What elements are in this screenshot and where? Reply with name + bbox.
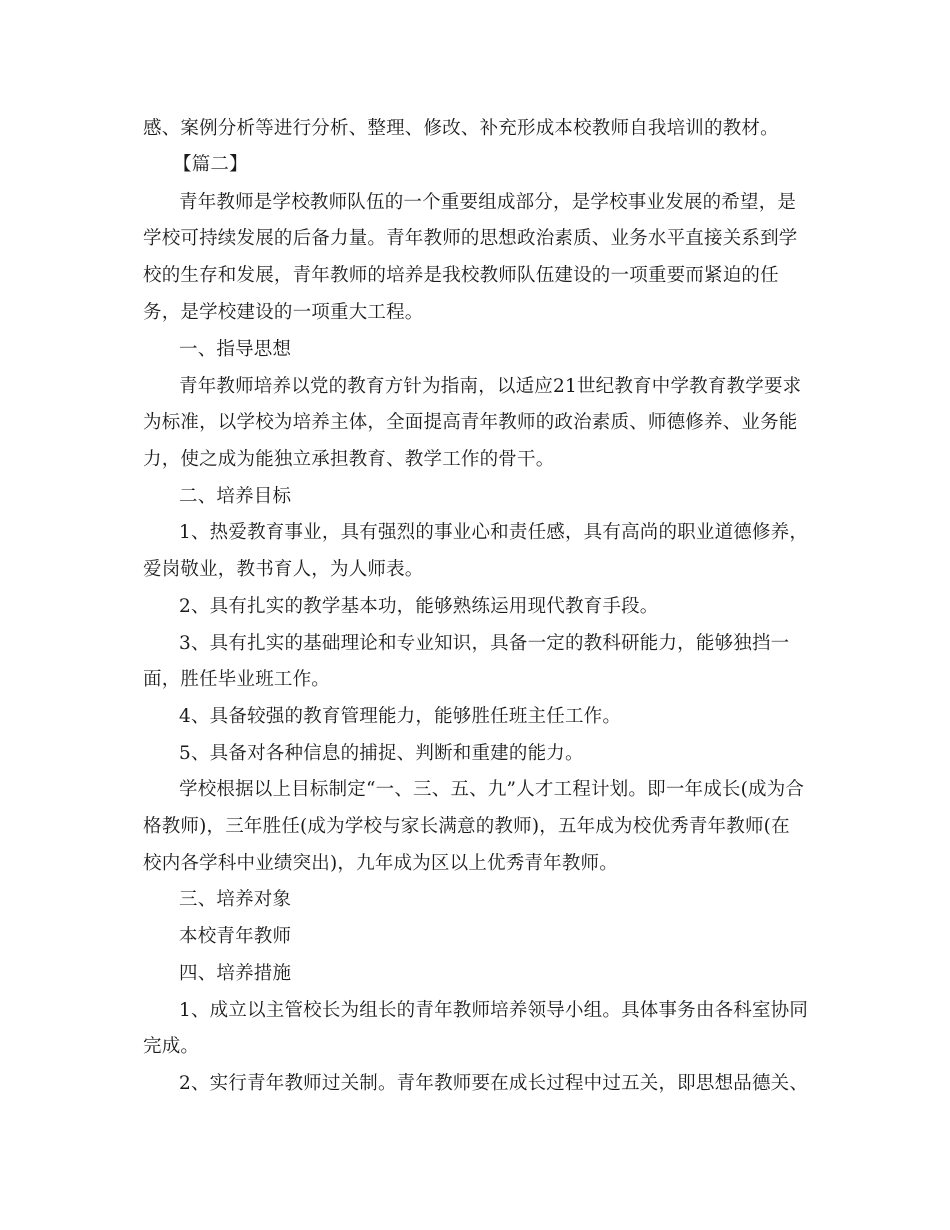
text-line: 校内各学科中业绩突出)，九年成为区以上优秀青年教师。 [143,853,618,874]
text-line: 校的生存和发展，青年教师的培养是我校教师队伍建设的一项重要而紧迫的任 [143,265,779,286]
text-line: 1、成立以主管校长为组长的青年教师培养领导小组。具体事务由各科室协同 [179,1000,809,1021]
text-line: 1、热爱教育事业，具有强烈的事业心和责任感，具有高尚的职业道德修养， [179,522,809,543]
text-line: 感、案例分析等进行分析、整理、修改、补充形成本校教师自我培训的教材。 [143,118,779,139]
text-line: 学校可持续发展的后备力量。青年教师的思想政治素质、业务水平直接关系到学 [143,228,798,249]
text-line: 格教师)，三年胜任(成为学校与家长满意的教师)，五年成为校优秀青年教师(在 [143,816,790,837]
text-line: 青年教师培养以党的教育方针为指南，以适应21世纪教育中学教育教学要求 [179,376,802,397]
text-line: 4、具备较强的教育管理能力，能够胜任班主任工作。 [179,706,622,727]
section-heading: 二、培养目标 [179,486,292,507]
text-line: 面，胜任毕业班工作。 [143,669,331,690]
section-heading: 【篇二】 [173,154,248,175]
text-line: 本校青年教师 [179,926,292,947]
section-heading: 一、指导思想 [179,339,292,360]
section-heading: 四、培养措施 [179,963,292,984]
text-line: 5、具备对各种信息的捕捉、判断和重建的能力。 [179,743,584,764]
text-line: 爱岗敬业，教书育人，为人师表。 [143,559,424,580]
text-line: 2、具有扎实的教学基本功，能够熟练运用现代教育手段。 [179,596,659,617]
text-line: 务，是学校建设的一项重大工程。 [143,302,424,323]
text-line: 力，使之成为能独立承担教育、教学工作的骨干。 [143,449,555,470]
text-line: 完成。 [143,1036,200,1057]
text-line: 学校根据以上目标制定“一、三、五、九”人才工程计划。即一年成长(成为合 [179,779,805,800]
text-line: 2、实行青年教师过关制。青年教师要在成长过程中过五关，即思想品德关、 [179,1073,809,1094]
section-heading: 三、培养对象 [179,889,292,910]
text-line: 3、具有扎实的基础理论和专业知识，具备一定的教科研能力，能够独挡一 [179,633,790,654]
text-line: 为标准，以学校为培养主体，全面提高青年教师的政治素质、师德修养、业务能 [143,412,798,433]
text-line: 青年教师是学校教师队伍的一个重要组成部分，是学校事业发展的希望，是 [179,192,797,213]
